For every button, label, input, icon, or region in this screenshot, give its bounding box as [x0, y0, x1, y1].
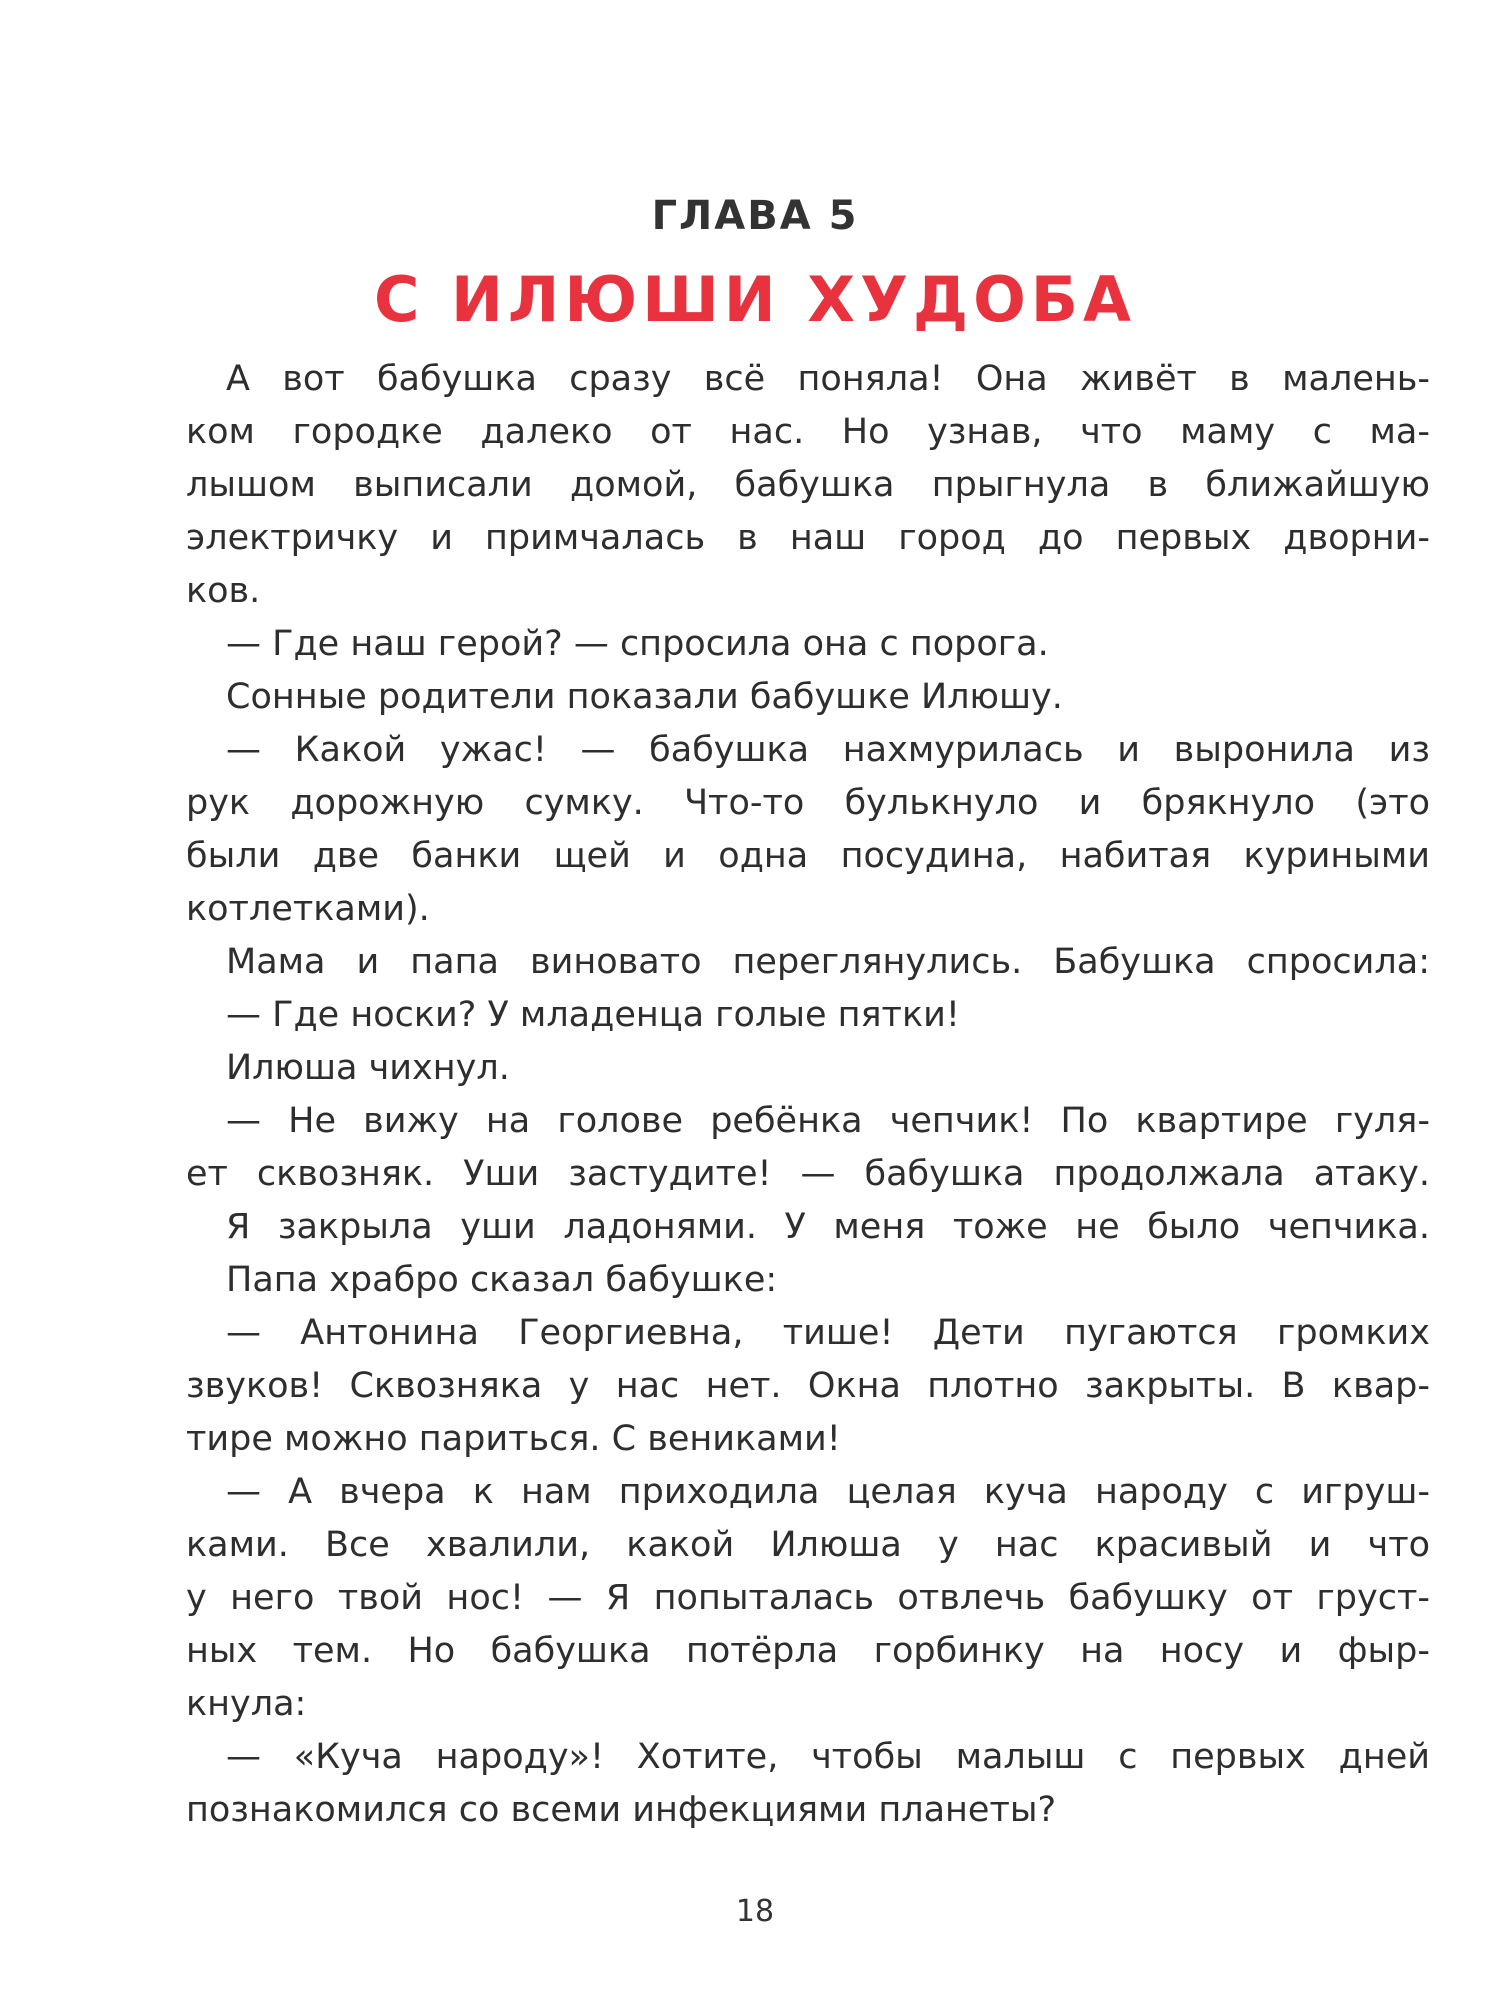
- body-text: [186, 353, 1430, 1837]
- text-line: лышом выписали домой, бабушка прыгнула в ближайшую: [186, 465, 1430, 505]
- text-line: Папа храбро сказал бабушке:: [226, 1260, 778, 1300]
- text-line: — «Куча народу»! Хотите, чтобы малыш с первых дней: [226, 1737, 1430, 1777]
- text-line: ков.: [186, 571, 261, 611]
- text-line: Мама и папа виновато переглянулись. Бабушка спросила:: [226, 942, 1430, 982]
- chapter-title: С ИЛЮШИ ХУДОБА: [373, 263, 1137, 336]
- text-line: котлетками).: [186, 889, 430, 929]
- text-line: — Не вижу на голове ребёнка чепчик! По квартире гуля-: [226, 1101, 1430, 1141]
- chapter-number: ГЛАВА 5: [651, 193, 859, 239]
- text-line: Я закрыла уши ладонями. У меня тоже не было чепчика.: [226, 1207, 1430, 1247]
- text-line: у него твой нос! — Я попыталась отвлечь бабушку от груст-: [186, 1578, 1430, 1618]
- text-line: звуков! Сквозняка у нас нет. Окна плотно закрыты. В квар-: [186, 1366, 1430, 1406]
- text-line: А вот бабушка сразу всё поняла! Она живёт в малень-: [226, 359, 1430, 399]
- text-line: — Где наш герой? — спросила она с порога.: [226, 624, 1049, 664]
- text-line: ком городке далеко от нас. Но узнав, что маму с ма-: [186, 412, 1430, 452]
- text-line: ет сквозняк. Уши застудите! — бабушка продолжала атаку.: [186, 1154, 1430, 1194]
- text-line: тире можно париться. С вениками!: [186, 1419, 841, 1459]
- text-line: Сонные родители показали бабушке Илюшу.: [226, 677, 1063, 717]
- text-line: — Какой ужас! — бабушка нахмурилась и выронила из: [226, 730, 1430, 770]
- text-line: — Где носки? У младенца голые пятки!: [226, 995, 960, 1035]
- text-line: были две банки щей и одна посудина, набитая куриными: [186, 836, 1430, 876]
- page-number: 18: [735, 1894, 775, 1929]
- text-line: рук дорожную сумку. Что-то булькнуло и брякнуло (это: [186, 783, 1430, 823]
- text-line: познакомился со всеми инфекциями планеты?: [186, 1790, 1057, 1830]
- text-line: ных тем. Но бабушка потёрла горбинку на носу и фыр-: [186, 1631, 1430, 1671]
- text-line: — А вчера к нам приходила целая куча народу с игруш-: [226, 1472, 1430, 1512]
- text-line: Илюша чихнул.: [226, 1048, 510, 1088]
- text-line: ками. Все хвалили, какой Илюша у нас красивый и что: [186, 1525, 1430, 1565]
- text-line: электричку и примчалась в наш город до первых дворни-: [186, 518, 1430, 558]
- text-line: кнула:: [186, 1684, 307, 1724]
- text-line: — Антонина Георгиевна, тише! Дети пугаются громких: [226, 1313, 1430, 1353]
